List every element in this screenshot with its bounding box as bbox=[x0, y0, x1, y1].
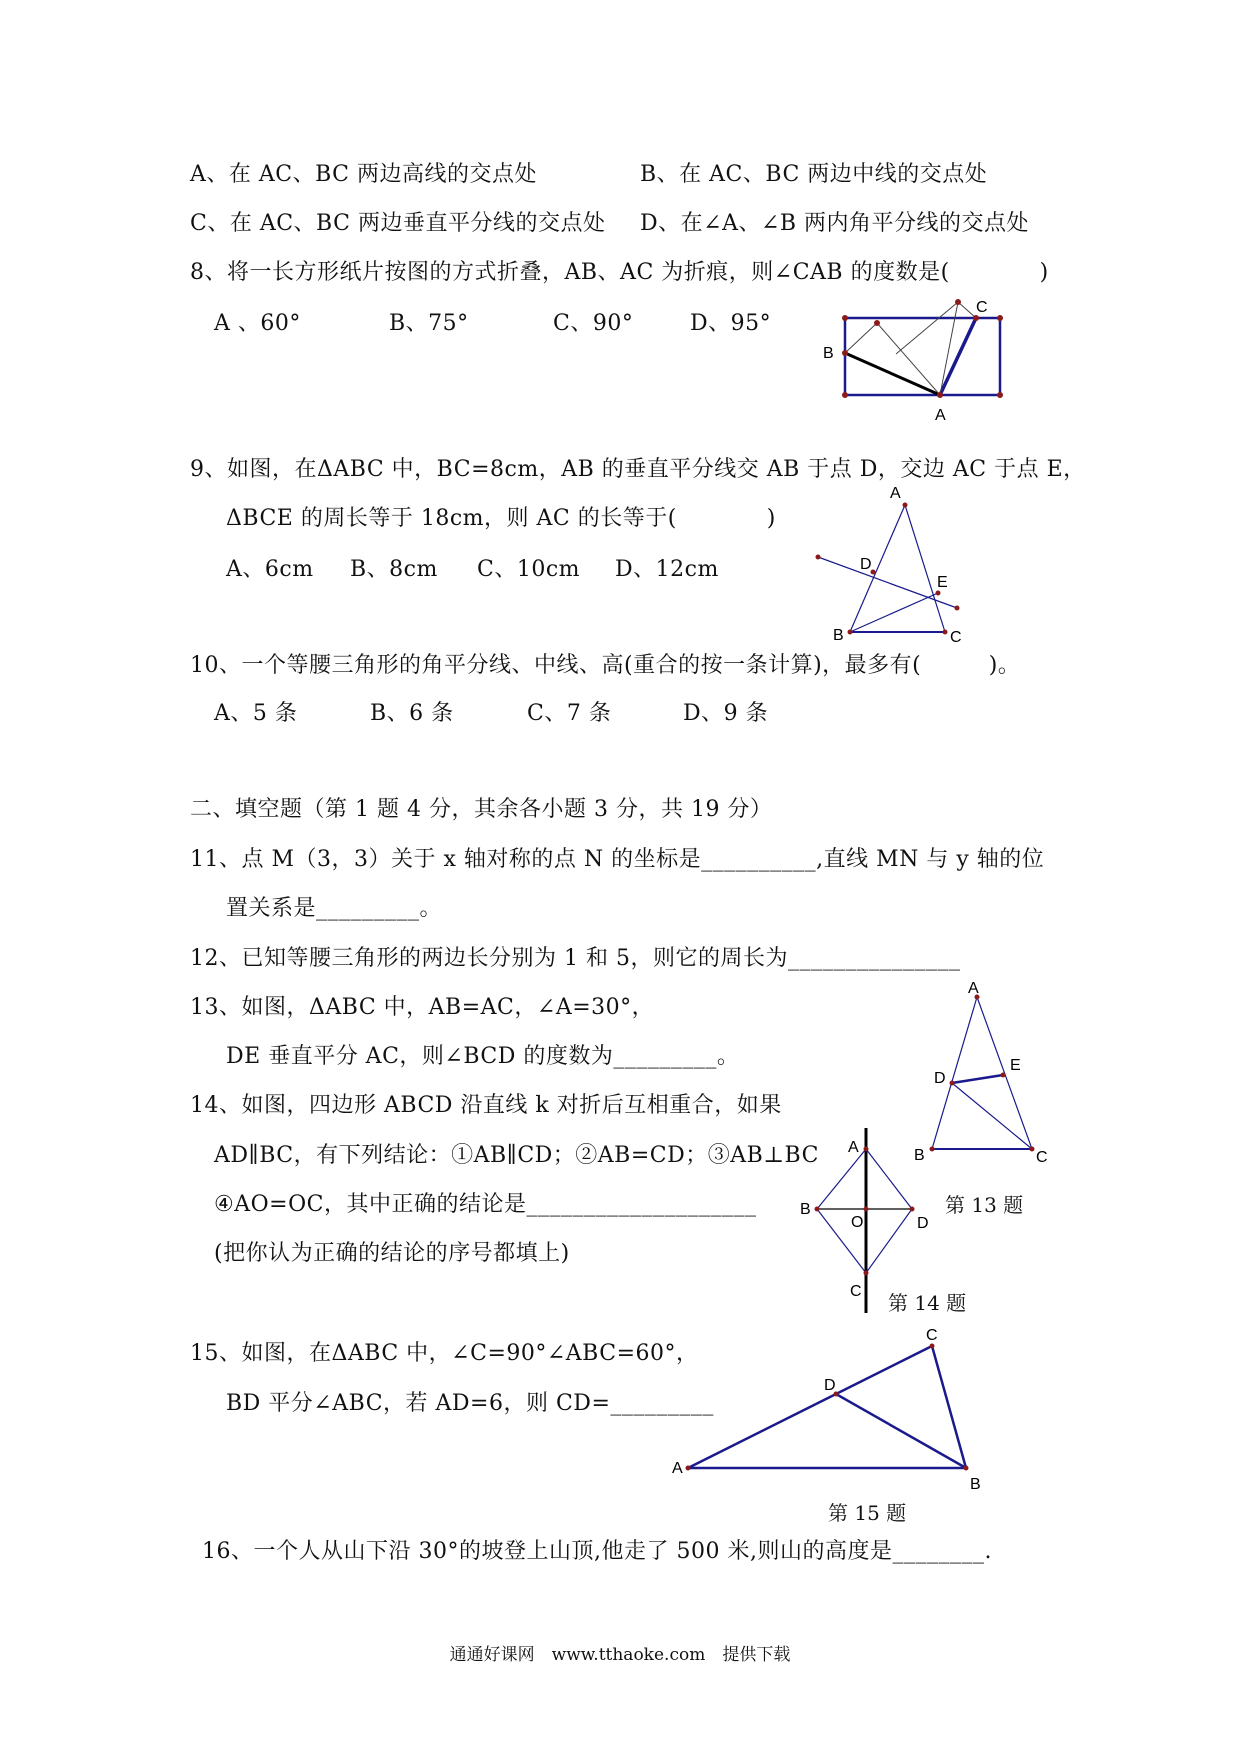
q13-line2: DE 垂直平分 AC，则∠BCD 的度数为_________。 bbox=[226, 1044, 740, 1069]
q8-crease-ab bbox=[845, 353, 940, 395]
q11-line1: 11、点 M（3，3）关于 x 轴对称的点 N 的坐标是__________,直线 MN 与 y 轴的位 bbox=[190, 847, 1045, 872]
section2-title: 二、填空题（第 1 题 4 分，其余各小题 3 分，共 19 分） bbox=[190, 797, 773, 822]
q10-option-d: D、9 条 bbox=[683, 701, 769, 726]
q8-fold-edge5 bbox=[896, 302, 958, 354]
q14-line4: (把你认为正确的结论的序号都填上) bbox=[214, 1241, 570, 1266]
q9-option-b: B、8cm bbox=[350, 557, 438, 582]
q9-label-a: A bbox=[890, 485, 901, 502]
q14-line1: 14、如图，四边形 ABCD 沿直线 k 对折后互相重合，如果 bbox=[190, 1093, 782, 1118]
q8-stem: 8、将一长方形纸片按图的方式折叠，AB、AC 为折痕，则∠CAB 的度数是( ) bbox=[190, 260, 1049, 285]
q8-crease-ac bbox=[940, 318, 976, 395]
q9-label-e: E bbox=[937, 574, 948, 591]
q8-option-a: A 、60° bbox=[214, 311, 301, 336]
q8-label-b: B bbox=[823, 345, 834, 362]
q8-option-d: D、95° bbox=[690, 311, 772, 336]
q9-stem-line2: ΔBCE 的周长等于 18cm，则 AC 的长等于( ) bbox=[226, 506, 776, 531]
q13-label-a: A bbox=[968, 980, 979, 997]
q15-label-d: D bbox=[824, 1377, 836, 1394]
q15-figure bbox=[672, 1327, 981, 1493]
q9-stem-line1: 9、如图，在ΔABC 中，BC=8cm，AB 的垂直平分线交 AB 于点 D，交边 AC 于点 E， bbox=[190, 457, 1086, 482]
q13-caption: 第 13 题 bbox=[945, 1193, 1024, 1217]
q14-label-b: B bbox=[800, 1201, 811, 1218]
q13-label-e: E bbox=[1010, 1057, 1021, 1074]
q9-option-c: C、10cm bbox=[477, 557, 581, 582]
q7-option-d: D、在∠A、∠B 两内角平分线的交点处 bbox=[640, 211, 1030, 236]
q14-line2: AD∥BC，有下列结论：①AB∥CD；②AB=CD；③AB⊥BC bbox=[214, 1143, 819, 1168]
q14-label-c: C bbox=[850, 1283, 862, 1300]
footer-source: 通通好课网 www.tthaoke.com 提供下载 bbox=[449, 1645, 791, 1665]
q14-figure bbox=[800, 1128, 929, 1313]
q14-line3: ④AO=OC，其中正确的结论是____________________ bbox=[214, 1192, 757, 1217]
q8-label-a: A bbox=[935, 407, 946, 424]
q14-label-o: O bbox=[851, 1214, 864, 1231]
q8-fold-edge2 bbox=[877, 323, 940, 395]
q15-label-b: B bbox=[970, 1476, 981, 1493]
q9-option-a: A、6cm bbox=[226, 557, 314, 582]
q15-line1: 15、如图，在ΔABC 中，∠C=90°∠ABC=60°， bbox=[190, 1341, 699, 1366]
q9-label-c: C bbox=[950, 629, 962, 646]
q15-label-c: C bbox=[926, 1327, 938, 1344]
q10-stem: 10、一个等腰三角形的角平分线、中线、高(重合的按一条计算)，最多有( )。 bbox=[190, 653, 1021, 678]
q13-label-b: B bbox=[914, 1147, 925, 1164]
q13-line1: 13、如图，ΔABC 中，AB=AC，∠A=30°， bbox=[190, 995, 655, 1020]
q7-option-c: C、在 AC、BC 两边垂直平分线的交点处 bbox=[190, 211, 606, 236]
q13-label-d: D bbox=[934, 1070, 946, 1087]
q15-caption: 第 15 题 bbox=[828, 1501, 907, 1525]
q9-figure bbox=[816, 485, 962, 646]
q9-option-d: D、12cm bbox=[615, 557, 719, 582]
q12-line1: 12、已知等腰三角形的两边长分别为 1 和 5，则它的周长为_______________ bbox=[190, 946, 961, 971]
q7-option-a: A、在 AC、BC 两边高线的交点处 bbox=[190, 162, 538, 187]
q13-figure bbox=[914, 980, 1048, 1166]
q14-label-a: A bbox=[848, 1139, 859, 1156]
q14-label-d: D bbox=[917, 1215, 929, 1232]
q14-caption: 第 14 题 bbox=[888, 1291, 967, 1315]
q8-rectangle bbox=[845, 318, 1000, 395]
q8-option-c: C、90° bbox=[553, 311, 634, 336]
q8-label-c: C bbox=[976, 299, 988, 316]
q10-option-c: C、7 条 bbox=[527, 701, 612, 726]
q9-label-b: B bbox=[833, 627, 844, 644]
q13-label-c: C bbox=[1036, 1149, 1048, 1166]
q10-option-b: B、6 条 bbox=[370, 701, 454, 726]
q11-line2: 置关系是_________。 bbox=[226, 896, 443, 921]
q16-line1: 16、一个人从山下沿 30°的坡登上山顶,他走了 500 米,则山的高度是________. bbox=[202, 1539, 992, 1564]
q8-fold-edge1 bbox=[845, 323, 877, 353]
q8-fold-edge4 bbox=[958, 302, 976, 318]
q8-option-b: B、75° bbox=[389, 311, 469, 336]
q15-line2: BD 平分∠ABC，若 AD=6，则 CD=_________ bbox=[226, 1391, 714, 1416]
q8-fold-edge3 bbox=[940, 302, 958, 395]
q7-option-b: B、在 AC、BC 两边中线的交点处 bbox=[640, 162, 988, 187]
q8-figure bbox=[823, 299, 1003, 424]
q10-option-a: A、5 条 bbox=[214, 701, 298, 726]
q15-label-a: A bbox=[672, 1460, 683, 1477]
q9-label-d: D bbox=[860, 556, 872, 573]
